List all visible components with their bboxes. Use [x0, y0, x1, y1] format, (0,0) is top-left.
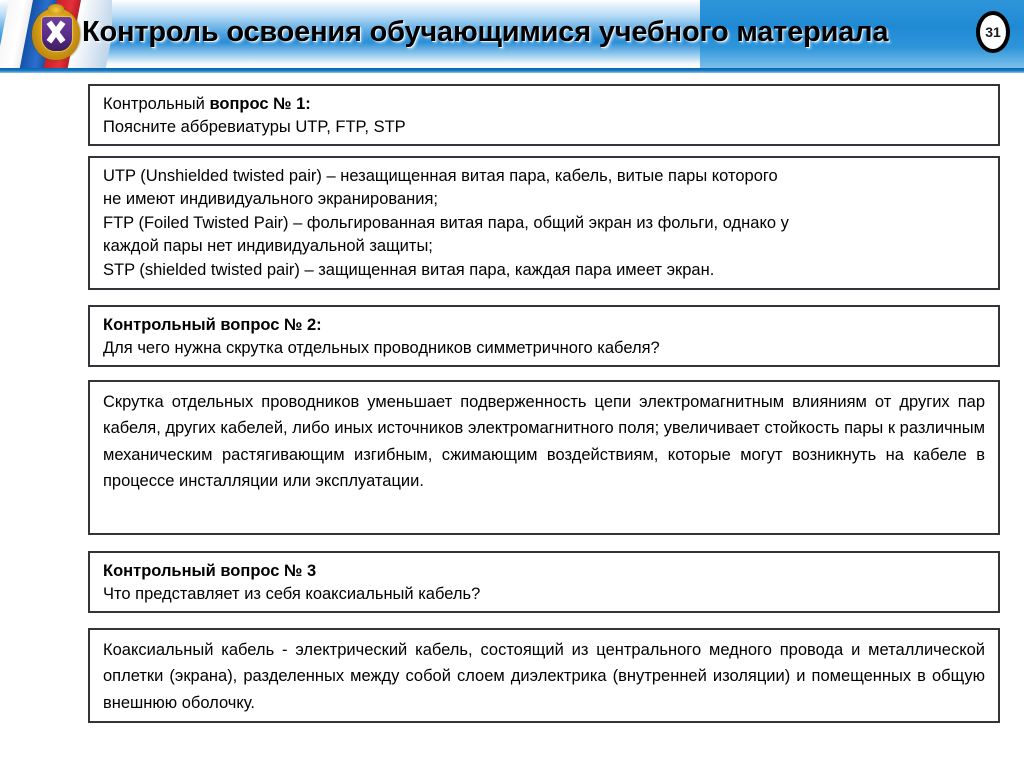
question-2-box [88, 305, 1000, 367]
question-3-box [88, 551, 1000, 613]
crest-eagle-top [48, 4, 64, 14]
answer-1-line-2: не имеют индивидуального экранирования; [103, 190, 438, 209]
header-divider [0, 68, 1024, 73]
slide-header [0, 0, 1024, 68]
question-2-body: Для чего нужна скрутка отдельных проводников симметричного кабеля? [103, 339, 660, 358]
question-1-heading-number: вопрос № 1: [209, 95, 311, 113]
question-1-heading-prefix: Контрольный [103, 95, 210, 113]
answer-2-box [88, 380, 1000, 535]
page-number-badge: 31 [976, 11, 1010, 53]
answer-1-line-5: STP (shielded twisted pair) – защищенная витая пара, каждая пара имеет экран. [103, 260, 715, 279]
question-1-body: Поясните аббревиатуры UTP, FTP, STP [103, 118, 406, 137]
question-1-heading [103, 93, 985, 116]
answer-3-text: Коаксиальный кабель - электрический кабель, состоящий из центрального медного провода и металлической оплетки (экрана), разделенных между собой слоем диэлектрика (внутренней изоляции) и помещенных в общую внешнюю оболочку. [103, 641, 985, 712]
answer-1-line-3: FTP (Foiled Twisted Pair) – фольгированная витая пара, общий экран из фольги, однако у [103, 213, 789, 232]
answer-1-line-4: каждой пары нет индивидуальной защиты; [103, 237, 433, 256]
question-3-heading: Контрольный вопрос № 3 [103, 562, 317, 580]
question-1-box [88, 84, 1000, 146]
question-3-body: Что представляет из себя коаксиальный кабель? [103, 585, 481, 604]
answer-2-text: Скрутка отдельных проводников уменьшает подверженность цепи электромагнитным влияниям от других пар кабеля, других кабелей, либо иных источников электромагнитного поля; увеличивает стойкость пары к различным механическим растягивающим изгибным, сжимающим воздействиям, которые могут возникнуть на кабеле в процессе инсталляции или эксплуатации. [103, 393, 985, 491]
answer-3-box [88, 628, 1000, 723]
answer-1-line-1: UTP (Unshielded twisted pair) – незащищенная витая пара, кабель, витые пары которого [103, 167, 778, 185]
answer-1-box [88, 156, 1000, 290]
page-title: Контроль освоения обучающимися учебного материала [82, 16, 889, 48]
question-2-heading: Контрольный вопрос № 2: [103, 316, 322, 334]
crest-icon [26, 4, 86, 64]
